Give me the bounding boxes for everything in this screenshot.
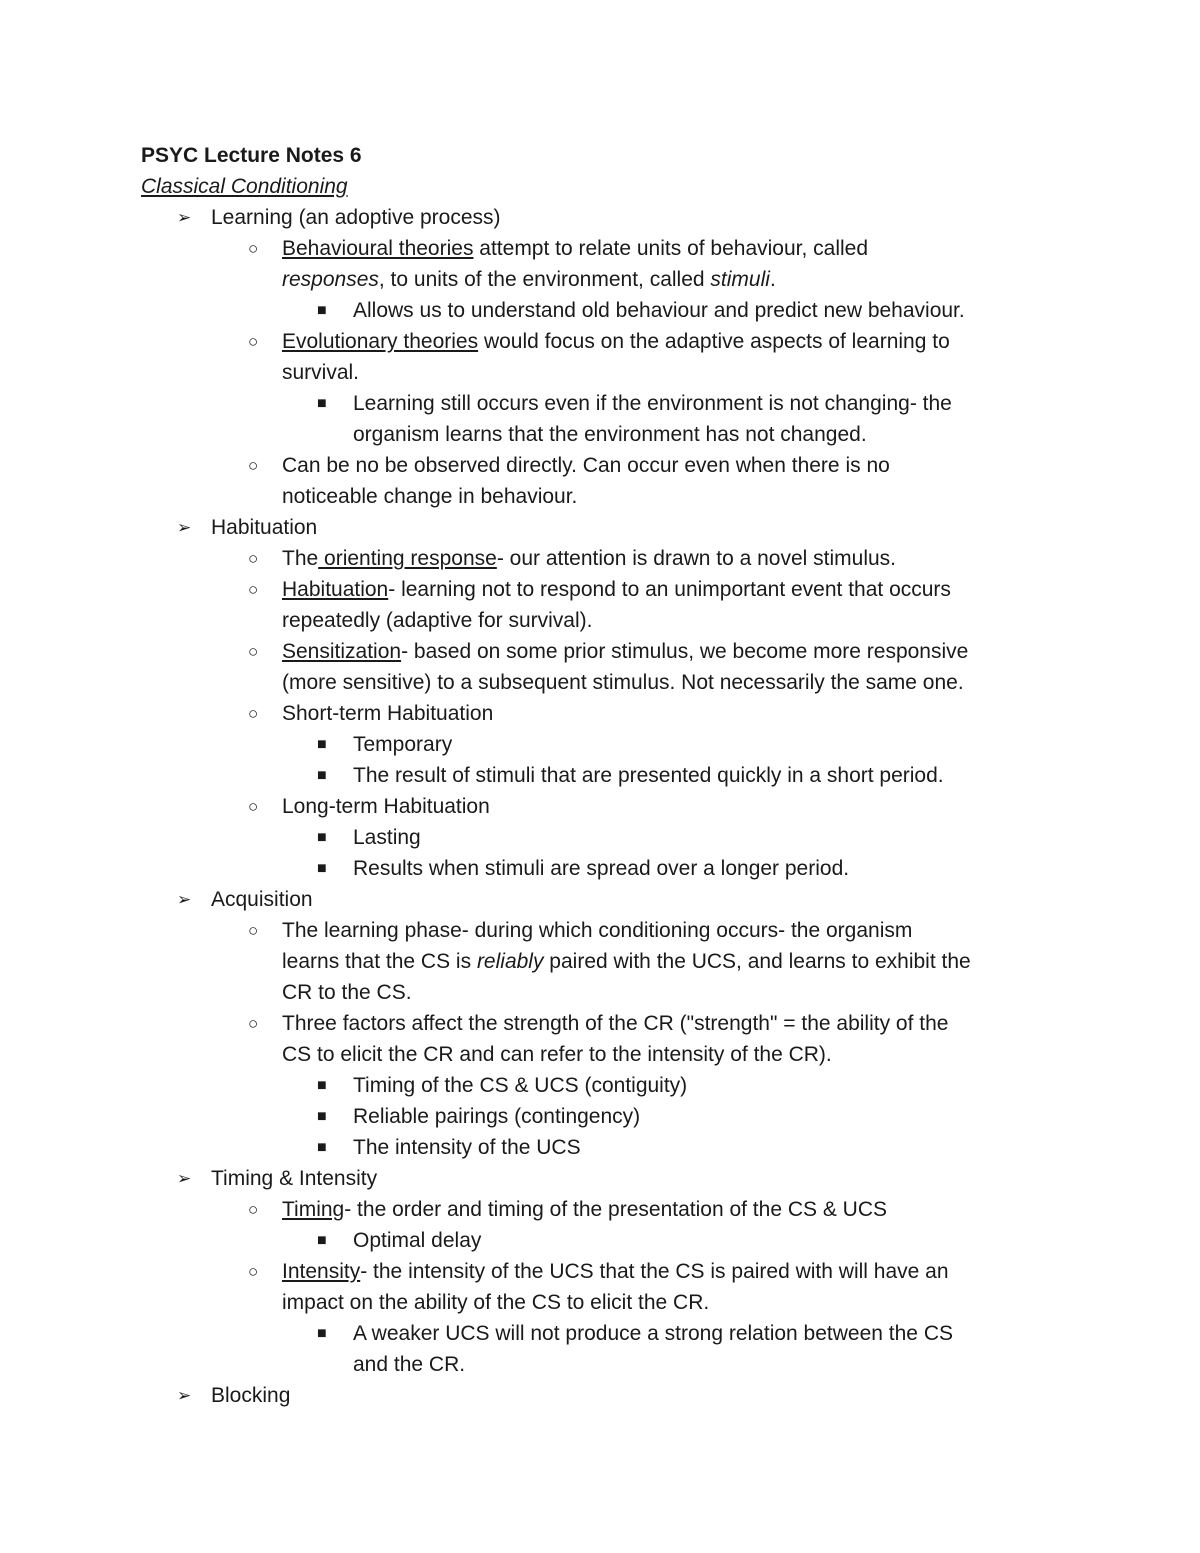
square-bullet-icon: ■ <box>317 1325 327 1342</box>
list-item-continuation <box>282 946 971 977</box>
square-bullet-icon: ■ <box>317 1232 327 1249</box>
text-fragment: , to units of the environment, called <box>378 268 711 291</box>
term-timing: Timing <box>282 1198 345 1221</box>
list-item-habituation <box>282 574 951 605</box>
text-fragment: The <box>282 547 319 570</box>
square-bullet-icon: ■ <box>317 860 327 877</box>
list-item-short-sub: Temporary <box>353 733 453 756</box>
list-item-evolutionary-sub: Learning still occurs even if the environment is not changing- the <box>353 392 952 415</box>
list-item-continuation: CR to the CS. <box>282 981 412 1004</box>
list-item-short-term: Short-term Habituation <box>282 702 494 725</box>
square-bullet-icon: ■ <box>317 1077 327 1094</box>
list-item-short-sub: The result of stimuli that are presented quickly in a short period. <box>353 764 944 787</box>
arrow-bullet-icon: ➢ <box>177 1169 192 1188</box>
list-item-observe: Can be no be observed directly. Can occur even when there is no <box>282 454 890 477</box>
term-reliably: reliably <box>476 950 544 973</box>
text-fragment: - based on some prior stimulus, we become more responsive <box>401 640 969 663</box>
list-item-timing <box>282 1194 887 1225</box>
text-fragment: would focus on the adaptive aspects of learning to <box>478 330 950 353</box>
square-bullet-icon: ■ <box>317 302 327 319</box>
term-habituation: Habituation <box>282 578 389 601</box>
square-bullet-icon: ■ <box>317 1108 327 1125</box>
text-fragment: - our attention is drawn to a novel stimulus. <box>496 547 897 570</box>
heading-timing-intensity: Timing & Intensity <box>211 1167 378 1190</box>
list-item-continuation: survival. <box>282 361 360 384</box>
heading-habituation: Habituation <box>211 516 318 539</box>
section-subtitle: Classical Conditioning <box>141 175 348 198</box>
circle-bullet-icon: ○ <box>248 549 259 568</box>
list-item-timing-sub: Optimal delay <box>353 1229 482 1252</box>
list-item-factor: Timing of the CS & UCS (contiguity) <box>353 1074 688 1097</box>
list-item-continuation <box>282 264 776 295</box>
circle-bullet-icon: ○ <box>248 1200 259 1219</box>
list-item-long-sub: Results when stimuli are spread over a longer period. <box>353 857 850 880</box>
circle-bullet-icon: ○ <box>248 1262 259 1281</box>
text-fragment: learns that the CS is <box>282 950 477 973</box>
list-item-sensitization <box>282 636 968 667</box>
circle-bullet-icon: ○ <box>248 921 259 940</box>
list-item-behavioural-sub: Allows us to understand old behaviour and predict new behaviour. <box>353 299 965 322</box>
term-intensity: Intensity <box>282 1260 361 1283</box>
circle-bullet-icon: ○ <box>248 704 259 723</box>
term-stimuli: stimuli <box>710 268 770 291</box>
arrow-bullet-icon: ➢ <box>177 1386 192 1405</box>
text-fragment: - the intensity of the UCS that the CS is paired with will have an <box>360 1260 949 1283</box>
circle-bullet-icon: ○ <box>248 332 259 351</box>
square-bullet-icon: ■ <box>317 1139 327 1156</box>
arrow-bullet-icon: ➢ <box>177 890 192 909</box>
list-item-orienting <box>282 543 896 574</box>
heading-blocking: Blocking <box>211 1384 291 1407</box>
circle-bullet-icon: ○ <box>248 1014 259 1033</box>
list-item-behavioural <box>282 233 868 264</box>
list-item-intensity <box>282 1256 949 1287</box>
list-item-factor: Reliable pairings (contingency) <box>353 1105 641 1128</box>
list-item-intensity-sub: A weaker UCS will not produce a strong relation between the CS <box>353 1322 953 1345</box>
square-bullet-icon: ■ <box>317 829 327 846</box>
term-behavioural-theories: Behavioural theories <box>282 237 474 260</box>
term-evolutionary-theories: Evolutionary theories <box>282 330 479 353</box>
circle-bullet-icon: ○ <box>248 580 259 599</box>
arrow-bullet-icon: ➢ <box>177 518 192 537</box>
list-item-continuation: impact on the ability of the CS to elicit the CR. <box>282 1291 710 1314</box>
square-bullet-icon: ■ <box>317 395 327 412</box>
circle-bullet-icon: ○ <box>248 797 259 816</box>
list-item-continuation: CS to elicit the CR and can refer to the intensity of the CR). <box>282 1043 832 1066</box>
term-responses: responses <box>282 268 379 291</box>
heading-learning: Learning (an adoptive process) <box>211 206 501 229</box>
term-sensitization: Sensitization <box>282 640 402 663</box>
page-title: PSYC Lecture Notes 6 <box>141 144 362 167</box>
list-item-continuation: and the CR. <box>353 1353 466 1376</box>
list-item-continuation: organism learns that the environment has not changed. <box>353 423 867 446</box>
circle-bullet-icon: ○ <box>248 642 259 661</box>
list-item-continuation: repeatedly (adaptive for survival). <box>282 609 593 632</box>
list-item-continuation: (more sensitive) to a subsequent stimulus. Not necessarily the same one. <box>282 671 964 694</box>
list-item-learning-phase: The learning phase- during which conditioning occurs- the organism <box>282 919 913 942</box>
circle-bullet-icon: ○ <box>248 239 259 258</box>
text-fragment: - the order and timing of the presentation of the CS & UCS <box>344 1198 888 1221</box>
heading-acquisition: Acquisition <box>211 888 313 911</box>
text-fragment: . <box>769 268 776 291</box>
square-bullet-icon: ■ <box>317 736 327 753</box>
square-bullet-icon: ■ <box>317 767 327 784</box>
text-fragment: - learning not to respond to an unimportant event that occurs <box>388 578 951 601</box>
list-item-continuation: noticeable change in behaviour. <box>282 485 578 508</box>
list-item-long-term: Long-term Habituation <box>282 795 490 818</box>
list-item-long-sub: Lasting <box>353 826 421 849</box>
circle-bullet-icon: ○ <box>248 456 259 475</box>
list-item-factor: The intensity of the UCS <box>353 1136 581 1159</box>
arrow-bullet-icon: ➢ <box>177 208 192 227</box>
list-item-evolutionary <box>282 326 950 357</box>
list-item-three-factors: Three factors affect the strength of the CR ("strength" = the ability of the <box>282 1012 949 1035</box>
text-fragment: paired with the UCS, and learns to exhibit the <box>543 950 971 973</box>
term-orienting-response: orienting response <box>318 547 497 570</box>
text-fragment: attempt to relate units of behaviour, called <box>473 237 869 260</box>
